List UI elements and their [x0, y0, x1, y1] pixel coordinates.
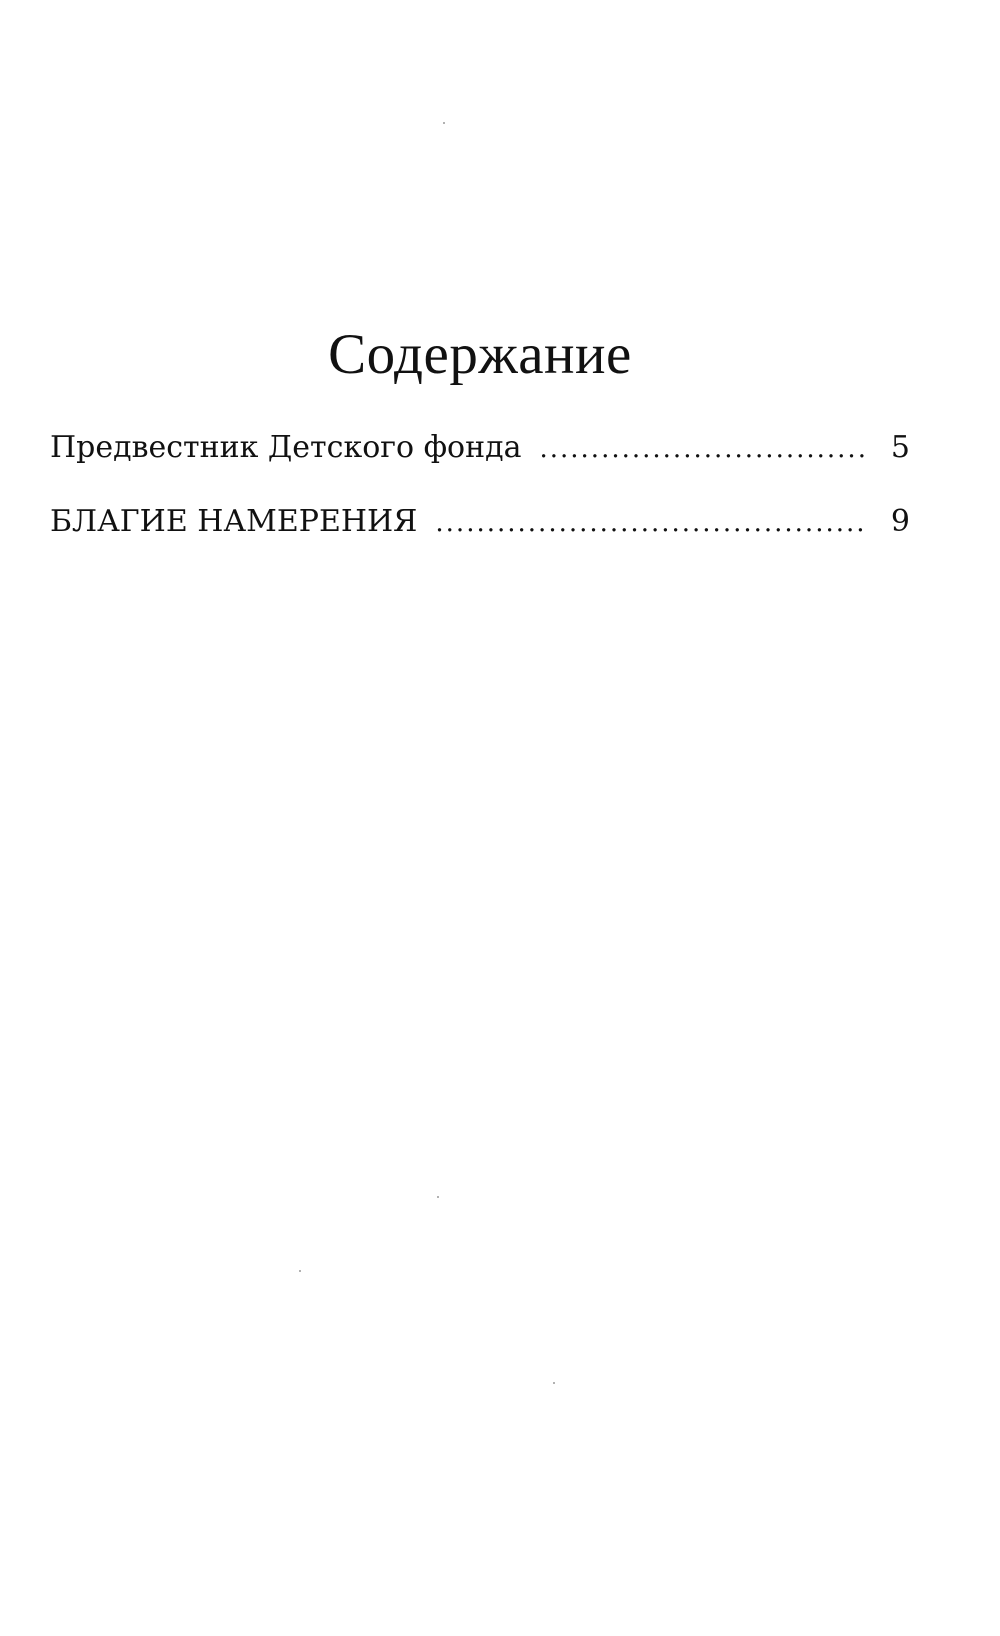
table-of-contents	[50, 428, 910, 576]
scan-speck	[299, 1270, 301, 1272]
scan-speck	[437, 1196, 439, 1198]
toc-entry-page-number: 9	[890, 504, 910, 539]
dot-leader	[539, 429, 866, 469]
scan-speck	[553, 1382, 555, 1384]
toc-entry-title: Предвестник Детского фонда	[50, 430, 522, 465]
toc-entry-title: БЛАГИЕ НАМЕРЕНИЯ	[50, 504, 418, 539]
toc-entry[interactable]	[50, 502, 910, 542]
page-title: Содержание	[328, 323, 632, 387]
scan-speck	[443, 122, 445, 124]
toc-entry-page-number: 5	[890, 430, 910, 465]
toc-entry[interactable]	[50, 428, 910, 468]
dot-leader	[435, 503, 866, 543]
